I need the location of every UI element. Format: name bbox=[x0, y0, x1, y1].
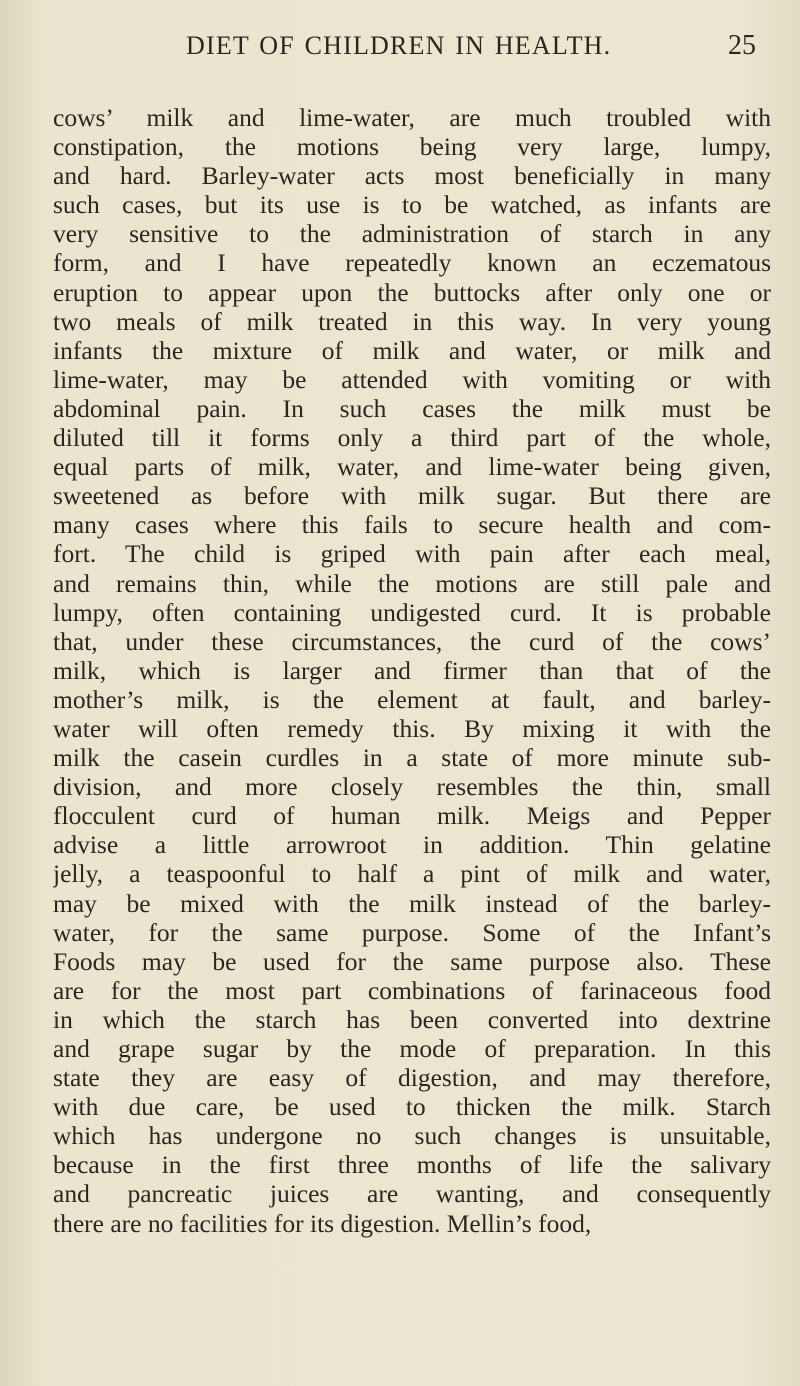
text-line: diluted till it forms only a third part of the whole, bbox=[53, 423, 771, 453]
text-line: flocculent curd of human milk. Meigs and Pepper bbox=[53, 801, 771, 831]
text-line: milk the casein curdles in a state of more minute sub- bbox=[53, 743, 771, 773]
text-line: may be mixed with the milk instead of the barley- bbox=[53, 888, 771, 918]
text-line: cows’ milk and lime-water, are much troubled with bbox=[53, 103, 771, 132]
text-line: there are no facilities for its digestion. Mellin’s food, bbox=[53, 1208, 592, 1238]
text-line: milk, which is larger and firmer than that of the bbox=[53, 655, 771, 685]
text-line: and remains thin, while the motions are still pale and bbox=[53, 568, 771, 598]
text-line: and grape sugar by the mode of preparation. In this bbox=[53, 1034, 771, 1063]
text-line: very sensitive to the administration of starch in any bbox=[53, 219, 771, 249]
text-line: that, under these circumstances, the curd of the cows’ bbox=[53, 626, 771, 656]
text-line: lime-water, may be attended with vomiting or with bbox=[53, 364, 771, 394]
text-line: and hard. Barley-water acts most beneficially in many bbox=[53, 161, 771, 191]
text-line: water will often remedy this. By mixing it with the bbox=[53, 713, 771, 743]
text-line: Foods may be used for the same purpose also. These bbox=[53, 946, 771, 976]
text-line: in which the starch has been converted into dextrine bbox=[53, 1004, 771, 1034]
text-line: because in the first three months of life the salivary bbox=[53, 1150, 771, 1180]
text-line: many cases where this fails to secure health and com- bbox=[53, 510, 771, 540]
body-paragraph bbox=[53, 103, 771, 1238]
text-line: are for the most part combinations of farinaceous food bbox=[53, 975, 771, 1005]
text-line: and pancreatic juices are wanting, and consequently bbox=[53, 1179, 771, 1209]
text-line: form, and I have repeatedly known an eczematous bbox=[53, 248, 771, 278]
text-line: mother’s milk, is the element at fault, and barley- bbox=[53, 684, 771, 714]
text-line: abdominal pain. In such cases the milk must be bbox=[53, 393, 771, 423]
text-line: sweetened as before with milk sugar. But there are bbox=[53, 481, 771, 511]
text-line: with due care, be used to thicken the milk. Starch bbox=[53, 1092, 771, 1122]
text-line: constipation, the motions being very large, lumpy, bbox=[53, 132, 771, 162]
text-line: which has undergone no such changes is unsuitable, bbox=[53, 1121, 771, 1151]
running-title: DIET OF CHILDREN IN HEALTH. bbox=[186, 31, 612, 60]
text-line: such cases, but its use is to be watched, as infants are bbox=[53, 190, 771, 220]
text-line: two meals of milk treated in this way. In very young bbox=[53, 306, 771, 336]
text-line: lumpy, often containing undigested curd. It is probable bbox=[53, 597, 771, 627]
running-head bbox=[186, 30, 756, 70]
text-line: fort. The child is griped with pain after each meal, bbox=[53, 539, 771, 569]
text-line: eruption to appear upon the buttocks after only one or bbox=[53, 277, 771, 307]
text-line: advise a little arrowroot in addition. Thin gelatine bbox=[53, 830, 771, 860]
text-line: equal parts of milk, water, and lime-water being given, bbox=[53, 452, 771, 482]
text-line: infants the mixture of milk and water, or milk and bbox=[53, 335, 771, 365]
page-number: 25 bbox=[728, 30, 756, 61]
text-line: jelly, a teaspoonful to half a pint of milk and water, bbox=[53, 859, 771, 889]
text-line: state they are easy of digestion, and may therefore, bbox=[53, 1063, 771, 1093]
text-line: water, for the same purpose. Some of the Infant’s bbox=[53, 917, 771, 947]
text-line: division, and more closely resembles the thin, small bbox=[53, 772, 771, 802]
